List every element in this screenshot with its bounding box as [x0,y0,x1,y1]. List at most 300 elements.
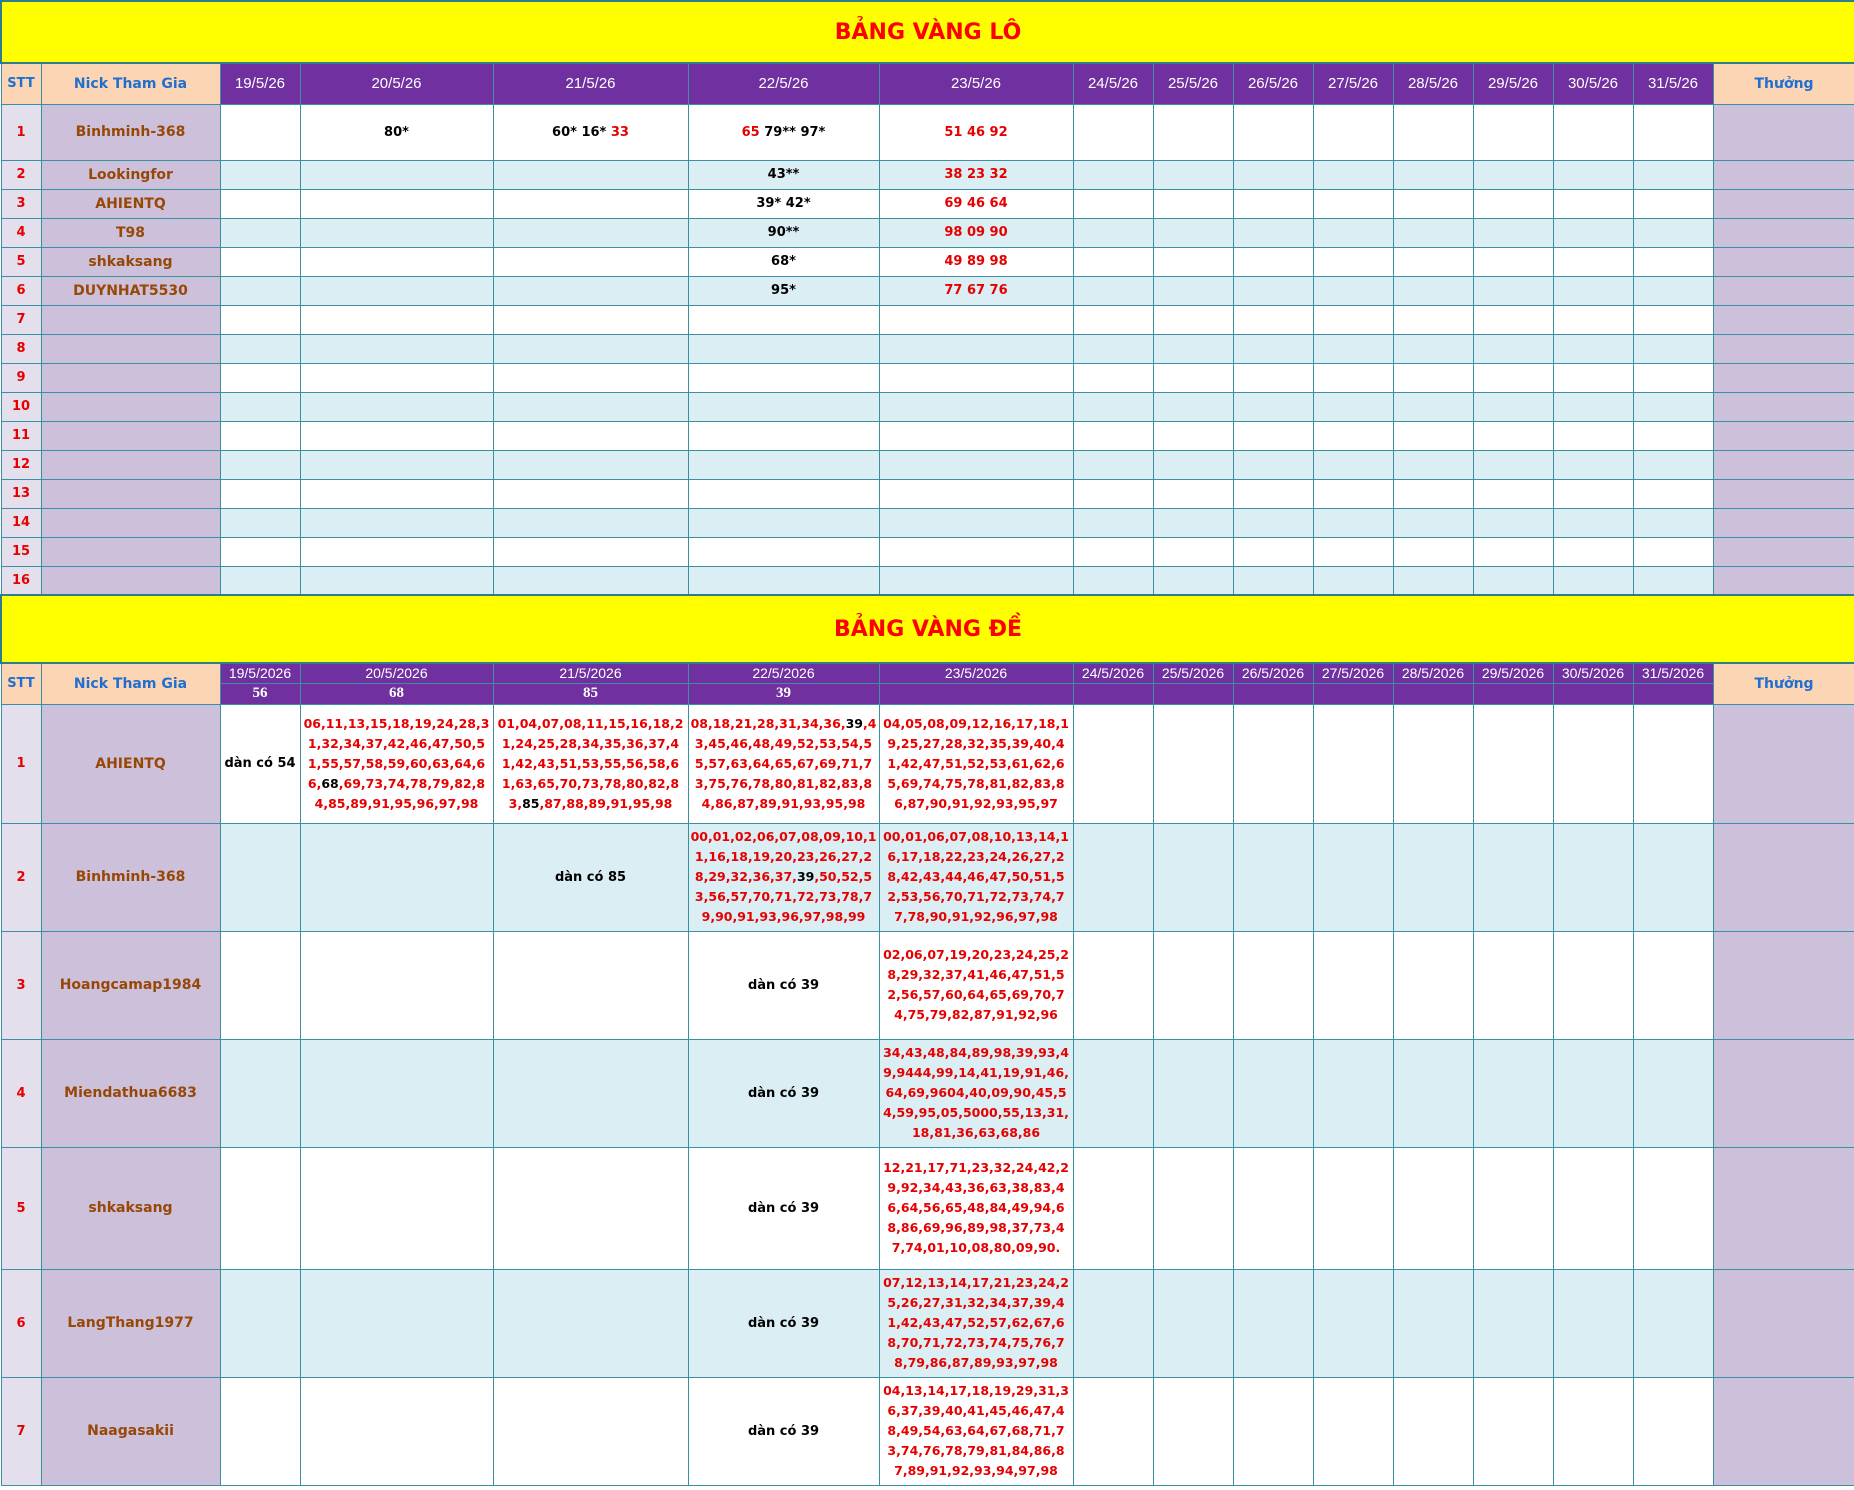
pick-cell[interactable] [1393,276,1473,305]
result-cell[interactable] [1153,683,1233,704]
pick-cell[interactable] [1233,363,1313,392]
pick-cell[interactable] [300,104,493,160]
nick-cell[interactable] [41,392,220,421]
pick-cell[interactable] [1153,334,1233,363]
pick-cell[interactable] [1393,189,1473,218]
pick-cell[interactable] [1633,450,1713,479]
reward-cell[interactable] [1713,247,1854,276]
pick-cell[interactable] [300,305,493,334]
pick-cell[interactable] [688,218,879,247]
pick-cell[interactable] [493,363,688,392]
pick-cell[interactable] [220,160,300,189]
pick-cell[interactable] [1233,189,1313,218]
nick-cell[interactable]: T98 [41,218,220,247]
nick-cell[interactable] [41,537,220,566]
pick-cell[interactable] [300,276,493,305]
pick-cell[interactable] [879,104,1073,160]
pick-cell[interactable] [493,566,688,595]
pick-cell[interactable] [1553,1269,1633,1377]
reward-cell[interactable] [1713,823,1854,931]
pick-cell[interactable] [1313,218,1393,247]
pick-cell[interactable] [879,1039,1073,1147]
pick-cell[interactable] [300,823,493,931]
pick-cell[interactable] [1393,1039,1473,1147]
pick-cell[interactable] [493,537,688,566]
pick-cell[interactable] [688,392,879,421]
pick-cell[interactable] [1073,276,1153,305]
pick-cell[interactable] [300,1269,493,1377]
pick-cell[interactable] [220,823,300,931]
result-cell[interactable] [1553,683,1633,704]
stt-cell[interactable]: 6 [1,1269,41,1377]
pick-cell[interactable] [1313,392,1393,421]
pick-cell[interactable] [1233,247,1313,276]
result-cell[interactable]: 39 [688,683,879,704]
pick-cell[interactable] [1313,479,1393,508]
nick-cell[interactable] [41,566,220,595]
pick-cell[interactable] [688,421,879,450]
pick-cell[interactable] [1393,363,1473,392]
pick-cell[interactable] [1313,450,1393,479]
date-header[interactable]: 22/5/2026 [688,663,879,683]
pick-cell[interactable] [493,1269,688,1377]
date-header[interactable]: 20/5/2026 [300,663,493,683]
pick-cell[interactable] [1553,1039,1633,1147]
pick-cell[interactable] [220,104,300,160]
stt-cell[interactable]: 7 [1,1377,41,1485]
nick-cell[interactable] [41,363,220,392]
pick-cell[interactable] [688,537,879,566]
pick-cell[interactable] [493,1377,688,1485]
pick-cell[interactable] [220,421,300,450]
date-header[interactable]: 20/5/26 [300,63,493,104]
pick-cell[interactable] [1153,823,1233,931]
pick-cell[interactable] [1233,392,1313,421]
pick-cell[interactable] [300,537,493,566]
pick-cell[interactable] [1153,189,1233,218]
date-header[interactable]: 19/5/2026 [220,663,300,683]
pick-cell[interactable] [300,218,493,247]
pick-cell[interactable] [1313,1039,1393,1147]
stt-cell[interactable]: 9 [1,363,41,392]
reward-cell[interactable] [1713,363,1854,392]
pick-cell[interactable] [1313,104,1393,160]
stt-cell[interactable]: 8 [1,334,41,363]
pick-cell[interactable] [1153,1377,1233,1485]
pick-cell[interactable] [300,508,493,537]
pick-cell[interactable] [1073,1377,1153,1485]
stt-cell[interactable]: 6 [1,276,41,305]
nick-cell[interactable]: Binhminh-368 [41,823,220,931]
pick-cell[interactable] [1473,704,1553,823]
stt-cell[interactable]: 13 [1,479,41,508]
pick-cell[interactable] [1233,334,1313,363]
pick-cell[interactable] [1553,704,1633,823]
pick-cell[interactable] [300,247,493,276]
pick-cell[interactable] [1073,218,1153,247]
pick-cell[interactable] [493,392,688,421]
pick-cell[interactable] [1073,931,1153,1039]
pick-cell[interactable] [1313,276,1393,305]
pick-cell[interactable] [1313,247,1393,276]
date-header[interactable]: 24/5/26 [1073,63,1153,104]
pick-cell[interactable] [1473,566,1553,595]
reward-cell[interactable] [1713,189,1854,218]
pick-cell[interactable] [688,334,879,363]
pick-cell[interactable] [300,363,493,392]
pick-cell[interactable] [1473,823,1553,931]
pick-cell[interactable] [493,1039,688,1147]
pick-cell[interactable] [1073,1039,1153,1147]
pick-cell[interactable] [300,189,493,218]
pick-cell[interactable] [1233,421,1313,450]
pick-cell[interactable] [879,566,1073,595]
pick-cell[interactable] [1313,189,1393,218]
date-header[interactable]: 30/5/26 [1553,63,1633,104]
stt-header[interactable]: STT [1,63,41,104]
pick-cell[interactable] [493,421,688,450]
pick-cell[interactable] [1073,363,1153,392]
pick-cell[interactable] [1153,1039,1233,1147]
pick-cell[interactable] [1473,334,1553,363]
nick-cell[interactable]: Hoangcamap1984 [41,931,220,1039]
reward-cell[interactable] [1713,276,1854,305]
pick-cell[interactable] [1633,104,1713,160]
pick-cell[interactable] [1153,704,1233,823]
nick-cell[interactable]: LangThang1977 [41,1269,220,1377]
pick-cell[interactable] [1473,104,1553,160]
pick-cell[interactable] [1393,1147,1473,1269]
pick-cell[interactable] [879,334,1073,363]
stt-header[interactable]: STT [1,663,41,704]
pick-cell[interactable] [300,1039,493,1147]
pick-cell[interactable] [688,1269,879,1377]
pick-cell[interactable] [1233,276,1313,305]
pick-cell[interactable] [688,450,879,479]
date-header[interactable]: 26/5/26 [1233,63,1313,104]
pick-cell[interactable] [1073,479,1153,508]
pick-cell[interactable] [1633,823,1713,931]
pick-cell[interactable] [1153,392,1233,421]
pick-cell[interactable] [1633,392,1713,421]
pick-cell[interactable] [493,479,688,508]
pick-cell[interactable] [1473,537,1553,566]
pick-cell[interactable] [1553,566,1633,595]
reward-cell[interactable] [1713,218,1854,247]
pick-cell[interactable] [1073,1269,1153,1377]
pick-cell[interactable] [1153,276,1233,305]
date-header[interactable]: 24/5/2026 [1073,663,1153,683]
pick-cell[interactable] [1073,704,1153,823]
nick-cell[interactable]: Binhminh-368 [41,104,220,160]
pick-cell[interactable] [1393,1269,1473,1377]
pick-cell[interactable] [1073,247,1153,276]
pick-cell[interactable] [1073,421,1153,450]
pick-cell[interactable] [1233,1039,1313,1147]
pick-cell[interactable] [220,931,300,1039]
pick-cell[interactable] [1313,931,1393,1039]
pick-cell[interactable] [1313,1147,1393,1269]
pick-cell[interactable] [1073,1147,1153,1269]
pick-cell[interactable] [493,218,688,247]
pick-cell[interactable] [220,189,300,218]
pick-cell[interactable] [1633,160,1713,189]
pick-cell[interactable] [1473,450,1553,479]
pick-cell[interactable] [300,704,493,823]
date-header[interactable]: 29/5/26 [1473,63,1553,104]
pick-cell[interactable] [688,276,879,305]
pick-cell[interactable] [1553,363,1633,392]
pick-cell[interactable] [493,104,688,160]
nick-cell[interactable]: Lookingfor [41,160,220,189]
pick-cell[interactable] [220,363,300,392]
pick-cell[interactable] [1633,218,1713,247]
pick-cell[interactable] [1233,160,1313,189]
pick-cell[interactable] [1153,450,1233,479]
pick-cell[interactable] [1553,508,1633,537]
pick-cell[interactable] [1633,1147,1713,1269]
pick-cell[interactable] [1073,450,1153,479]
pick-cell[interactable] [1313,704,1393,823]
pick-cell[interactable] [1633,247,1713,276]
pick-cell[interactable] [879,392,1073,421]
date-header[interactable]: 28/5/2026 [1393,663,1473,683]
pick-cell[interactable] [1633,931,1713,1039]
stt-cell[interactable]: 10 [1,392,41,421]
stt-cell[interactable]: 4 [1,1039,41,1147]
pick-cell[interactable] [1473,931,1553,1039]
reward-cell[interactable] [1713,1269,1854,1377]
stt-cell[interactable]: 3 [1,189,41,218]
pick-cell[interactable] [493,247,688,276]
pick-cell[interactable] [1313,823,1393,931]
pick-cell[interactable] [220,305,300,334]
date-header[interactable]: 31/5/2026 [1633,663,1713,683]
pick-cell[interactable] [1153,160,1233,189]
pick-cell[interactable] [1633,276,1713,305]
pick-cell[interactable] [1473,305,1553,334]
pick-cell[interactable] [1473,1039,1553,1147]
pick-cell[interactable] [1473,421,1553,450]
pick-cell[interactable] [1313,363,1393,392]
nick-cell[interactable] [41,450,220,479]
pick-cell[interactable] [493,276,688,305]
pick-cell[interactable] [220,450,300,479]
pick-cell[interactable] [688,1147,879,1269]
pick-cell[interactable] [1553,247,1633,276]
nick-cell[interactable]: AHIENTQ [41,189,220,218]
pick-cell[interactable] [1233,479,1313,508]
pick-cell[interactable] [688,305,879,334]
pick-cell[interactable] [1233,704,1313,823]
pick-cell[interactable] [688,189,879,218]
stt-cell[interactable]: 4 [1,218,41,247]
pick-cell[interactable] [1073,160,1153,189]
pick-cell[interactable] [688,160,879,189]
date-header[interactable]: 23/5/2026 [879,663,1073,683]
stt-cell[interactable]: 15 [1,537,41,566]
pick-cell[interactable] [1553,189,1633,218]
pick-cell[interactable] [1553,305,1633,334]
pick-cell[interactable] [1553,537,1633,566]
pick-cell[interactable] [1633,508,1713,537]
stt-cell[interactable]: 2 [1,823,41,931]
pick-cell[interactable] [1473,1377,1553,1485]
pick-cell[interactable] [220,1269,300,1377]
pick-cell[interactable] [493,334,688,363]
result-cell[interactable] [1233,683,1313,704]
pick-cell[interactable] [220,1039,300,1147]
pick-cell[interactable] [688,1377,879,1485]
pick-cell[interactable] [1633,1269,1713,1377]
pick-cell[interactable] [1153,247,1233,276]
pick-cell[interactable] [1473,247,1553,276]
pick-cell[interactable] [1073,305,1153,334]
reward-cell[interactable] [1713,537,1854,566]
pick-cell[interactable] [1393,334,1473,363]
pick-cell[interactable] [1153,363,1233,392]
pick-cell[interactable] [300,931,493,1039]
pick-cell[interactable] [688,566,879,595]
reward-cell[interactable] [1713,1377,1854,1485]
pick-cell[interactable] [300,421,493,450]
pick-cell[interactable] [1553,823,1633,931]
nick-cell[interactable] [41,421,220,450]
result-cell[interactable]: 68 [300,683,493,704]
pick-cell[interactable] [220,479,300,508]
stt-cell[interactable]: 7 [1,305,41,334]
pick-cell[interactable] [1553,104,1633,160]
stt-cell[interactable]: 16 [1,566,41,595]
pick-cell[interactable] [1473,218,1553,247]
reward-cell[interactable] [1713,305,1854,334]
nick-cell[interactable]: shkaksang [41,1147,220,1269]
result-cell[interactable] [1073,683,1153,704]
reward-header[interactable]: Thưởng [1713,663,1854,704]
reward-cell[interactable] [1713,392,1854,421]
reward-cell[interactable] [1713,1147,1854,1269]
pick-cell[interactable] [1553,421,1633,450]
date-header[interactable]: 19/5/26 [220,63,300,104]
date-header[interactable]: 27/5/2026 [1313,663,1393,683]
reward-cell[interactable] [1713,931,1854,1039]
stt-cell[interactable]: 14 [1,508,41,537]
pick-cell[interactable] [1393,160,1473,189]
pick-cell[interactable] [1553,160,1633,189]
pick-cell[interactable] [1153,1269,1233,1377]
pick-cell[interactable] [688,823,879,931]
pick-cell[interactable] [879,508,1073,537]
pick-cell[interactable] [688,1039,879,1147]
pick-cell[interactable] [879,160,1073,189]
pick-cell[interactable] [1633,1377,1713,1485]
pick-cell[interactable] [220,704,300,823]
pick-cell[interactable] [1473,160,1553,189]
pick-cell[interactable] [1633,305,1713,334]
date-header[interactable]: 22/5/26 [688,63,879,104]
reward-cell[interactable] [1713,1039,1854,1147]
pick-cell[interactable] [1153,931,1233,1039]
pick-cell[interactable] [220,334,300,363]
pick-cell[interactable] [879,537,1073,566]
reward-cell[interactable] [1713,566,1854,595]
pick-cell[interactable] [1553,334,1633,363]
result-cell[interactable]: 85 [493,683,688,704]
pick-cell[interactable] [1073,508,1153,537]
pick-cell[interactable] [220,392,300,421]
pick-cell[interactable] [493,1147,688,1269]
pick-cell[interactable] [879,189,1073,218]
date-header[interactable]: 27/5/26 [1313,63,1393,104]
result-cell[interactable] [1473,683,1553,704]
date-header[interactable]: 21/5/26 [493,63,688,104]
pick-cell[interactable] [1233,823,1313,931]
pick-cell[interactable] [1153,218,1233,247]
stt-cell[interactable]: 12 [1,450,41,479]
pick-cell[interactable] [1393,704,1473,823]
pick-cell[interactable] [300,450,493,479]
pick-cell[interactable] [1233,931,1313,1039]
pick-cell[interactable] [493,305,688,334]
pick-cell[interactable] [1633,537,1713,566]
pick-cell[interactable] [1633,363,1713,392]
nick-cell[interactable] [41,508,220,537]
pick-cell[interactable] [1393,537,1473,566]
pick-cell[interactable] [879,479,1073,508]
pick-cell[interactable] [1233,537,1313,566]
pick-cell[interactable] [1393,566,1473,595]
pick-cell[interactable] [879,421,1073,450]
pick-cell[interactable] [1073,189,1153,218]
pick-cell[interactable] [1073,566,1153,595]
pick-cell[interactable] [1633,704,1713,823]
date-header[interactable]: 30/5/2026 [1553,663,1633,683]
pick-cell[interactable] [1153,1147,1233,1269]
pick-cell[interactable] [1313,537,1393,566]
nick-cell[interactable]: shkaksang [41,247,220,276]
reward-header[interactable]: Thưởng [1713,63,1854,104]
pick-cell[interactable] [1553,1377,1633,1485]
reward-cell[interactable] [1713,334,1854,363]
pick-cell[interactable] [1233,305,1313,334]
stt-cell[interactable]: 3 [1,931,41,1039]
pick-cell[interactable] [1233,508,1313,537]
pick-cell[interactable] [1553,218,1633,247]
pick-cell[interactable] [220,537,300,566]
pick-cell[interactable] [1633,189,1713,218]
pick-cell[interactable] [300,160,493,189]
reward-cell[interactable] [1713,479,1854,508]
pick-cell[interactable] [879,704,1073,823]
date-header[interactable]: 25/5/26 [1153,63,1233,104]
pick-cell[interactable] [1153,305,1233,334]
pick-cell[interactable] [688,363,879,392]
pick-cell[interactable] [1473,508,1553,537]
stt-cell[interactable]: 1 [1,704,41,823]
pick-cell[interactable] [688,508,879,537]
nick-cell[interactable]: DUYNHAT5530 [41,276,220,305]
pick-cell[interactable] [879,450,1073,479]
pick-cell[interactable] [220,276,300,305]
stt-cell[interactable]: 11 [1,421,41,450]
pick-cell[interactable] [1233,566,1313,595]
date-header[interactable]: 23/5/26 [879,63,1073,104]
pick-cell[interactable] [1473,479,1553,508]
pick-cell[interactable] [1233,1269,1313,1377]
pick-cell[interactable] [1153,104,1233,160]
pick-cell[interactable] [879,247,1073,276]
pick-cell[interactable] [493,189,688,218]
